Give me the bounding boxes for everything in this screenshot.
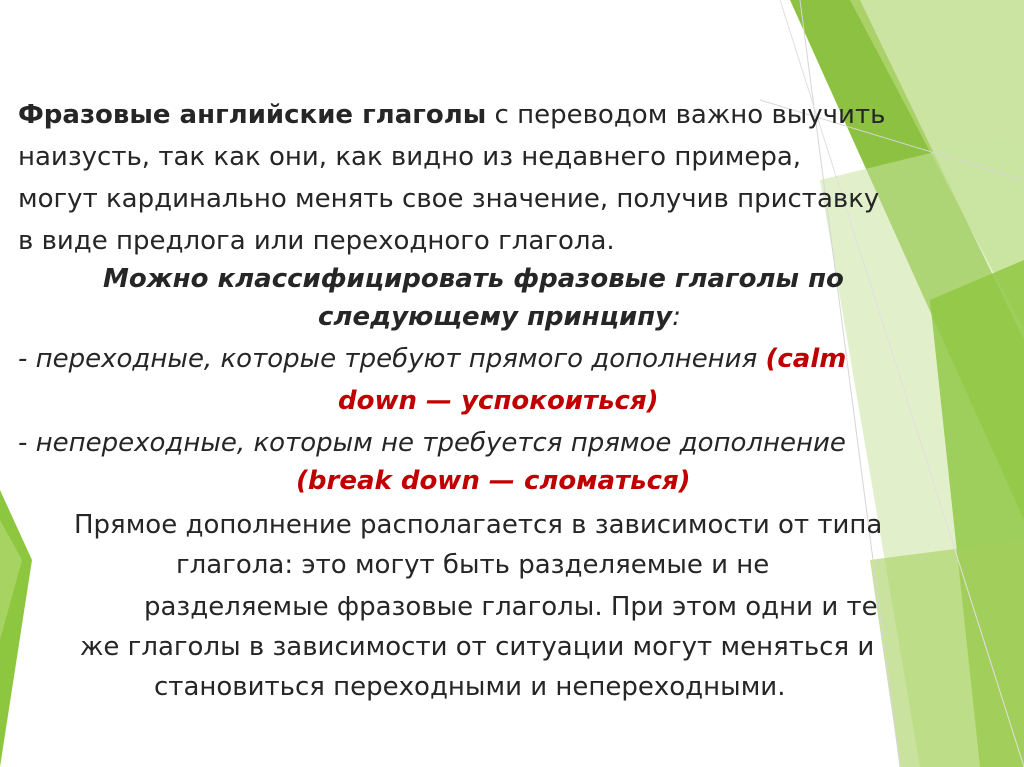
classify-line2-colon: :	[672, 302, 681, 332]
intransitive-example: (break down — сломаться)	[296, 466, 691, 496]
transitive-example-b: down — успокоиться)	[338, 386, 659, 416]
transitive-text: - переходные, которые требуют прямого дополнения	[18, 344, 766, 374]
para1-line4: в виде предлога или переходного глагола.	[18, 226, 615, 256]
classify-line1: Можно классифицировать фразовые глаголы по	[103, 264, 844, 294]
para2-line1: Прямое дополнение располагается в зависимости от типа	[74, 510, 883, 540]
para1-line1-rest: с переводом важно выучить	[486, 100, 886, 130]
transitive-example-a: (calm	[765, 344, 847, 374]
para1-line3: могут кардинально менять свое значение, получив приставку	[18, 184, 880, 214]
intransitive-line: - непереходные, которым не требуется прямое дополнение	[18, 428, 846, 458]
transitive-line	[18, 344, 846, 374]
para2-line3: разделяемые фразовые глаголы. При этом одни и те	[144, 592, 878, 622]
para1-bold-title: Фразовые английские глаголы	[18, 100, 487, 130]
para1-line1	[18, 100, 885, 130]
para1-line2: наизусть, так как они, как видно из недавнего примера,	[18, 142, 802, 172]
para2-line4: же глаголы в зависимости от ситуации могут меняться и	[80, 632, 875, 662]
classify-line2	[318, 302, 681, 332]
para2-line5: становиться переходными и непереходными.	[154, 672, 786, 702]
classify-line2-bold: следующему принципу	[318, 302, 673, 332]
para2-line2: глагола: это могут быть разделяемые и не	[176, 550, 770, 580]
